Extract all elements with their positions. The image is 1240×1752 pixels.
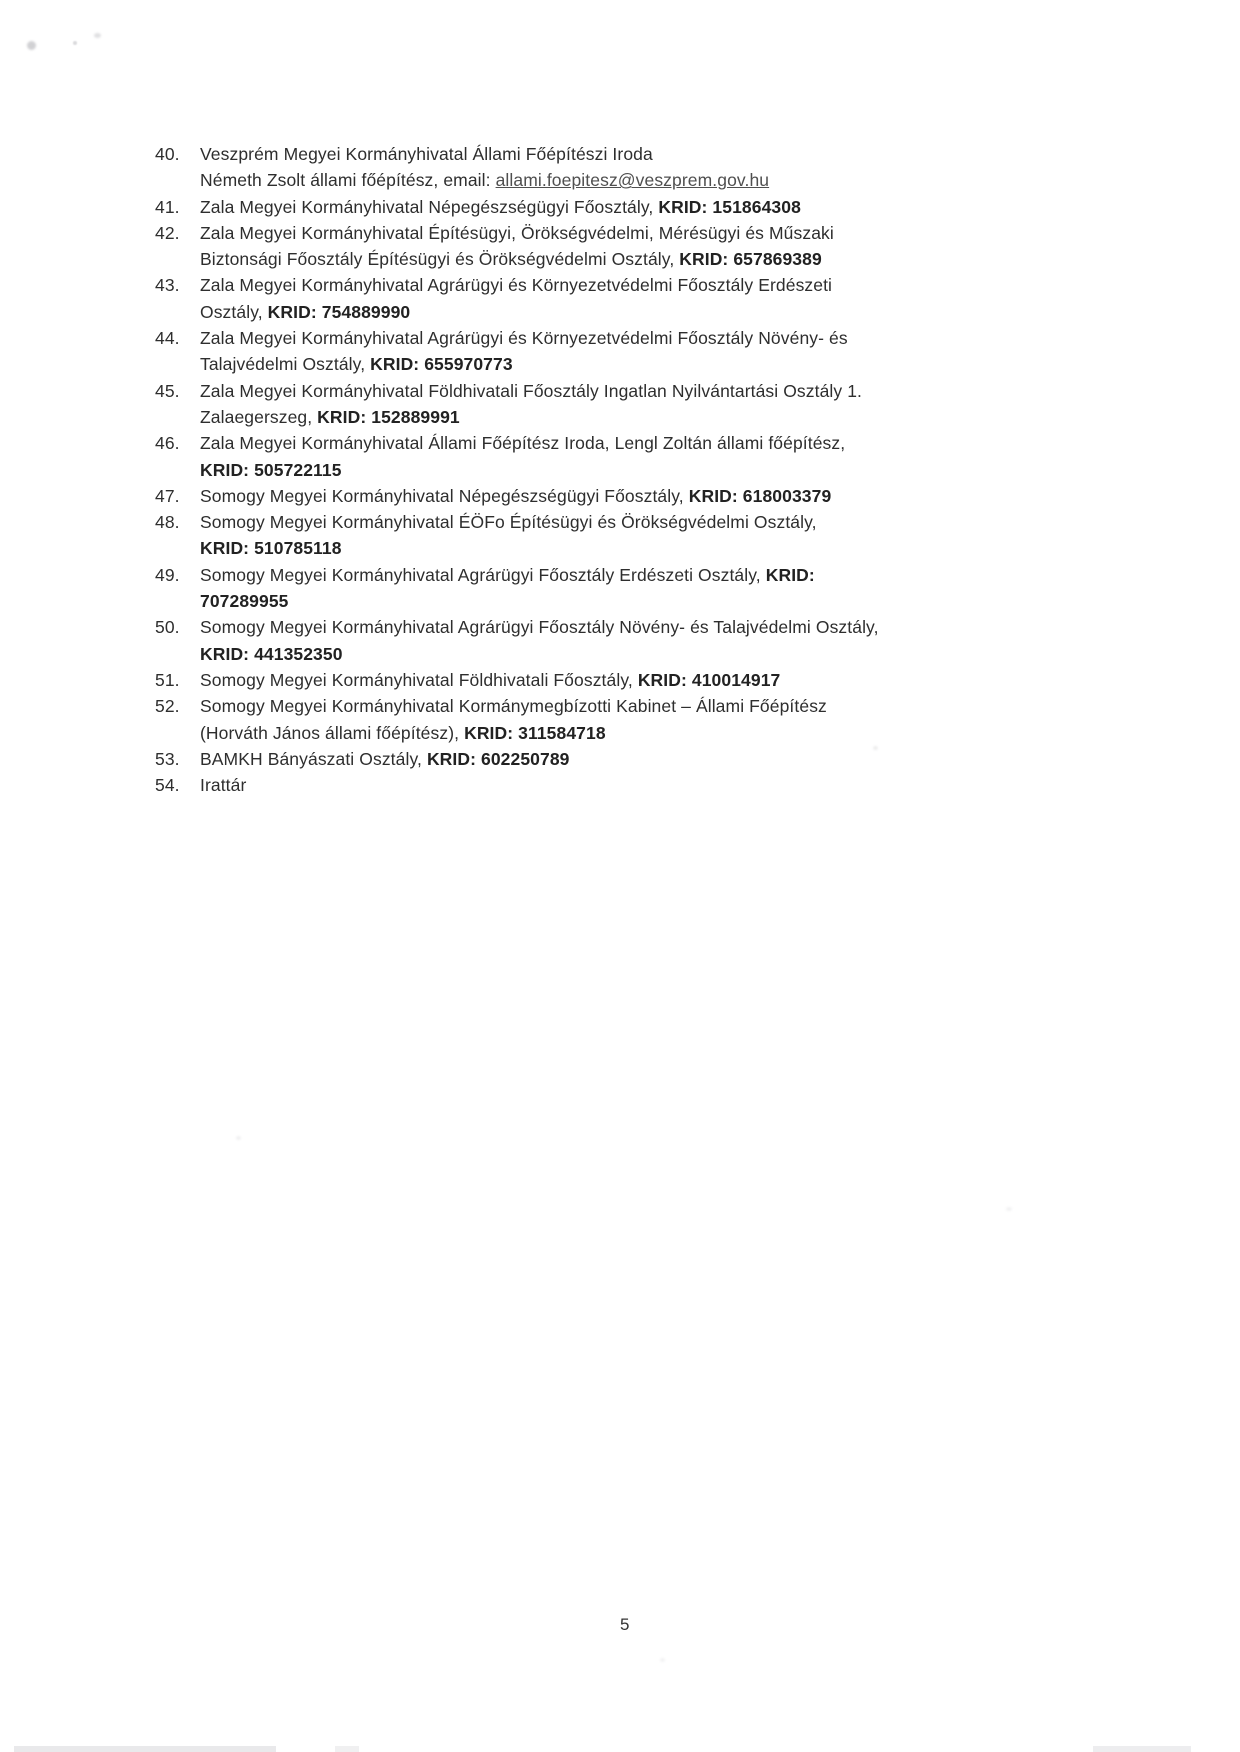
item-number: 47. xyxy=(155,485,180,506)
item-number: 50. xyxy=(155,617,180,638)
item-number: 49. xyxy=(155,564,180,585)
item-text-segment: Zala Megyei Kormányhivatal Állami Főépítész Iroda, Lengl Zoltán állami főépítész, xyxy=(200,433,846,454)
item-text xyxy=(200,509,955,562)
krid-value: KRID: 152889991 xyxy=(317,406,460,427)
item-text-segment: Irattár xyxy=(200,775,247,796)
krid-value: KRID: 441352350 xyxy=(200,643,343,664)
item-text xyxy=(200,614,955,667)
page-number: 5 xyxy=(620,1615,630,1634)
list-item xyxy=(155,509,955,562)
item-text-segment: BAMKH Bányászati Osztály, xyxy=(200,748,427,769)
krid-value: KRID: 657869389 xyxy=(679,249,822,270)
item-text xyxy=(200,220,955,273)
krid-value: KRID: 311584718 xyxy=(464,722,606,743)
item-number: 52. xyxy=(155,696,180,717)
item-number: 48. xyxy=(155,512,180,533)
list-item xyxy=(155,378,955,431)
item-number: 46. xyxy=(155,433,180,454)
item-number: 40. xyxy=(155,144,180,164)
item-text-segment: Zala Megyei Kormányhivatal Népegészségügyi Főosztály, xyxy=(200,196,659,217)
item-text xyxy=(200,772,955,798)
item-text xyxy=(200,141,955,194)
krid-value: KRID: 151864308 xyxy=(658,196,801,217)
email-link[interactable]: allami.foepitesz@veszprem.gov.hu xyxy=(495,170,770,191)
item-text-segment: Osztály, xyxy=(200,301,268,322)
scan-speck xyxy=(236,1136,241,1140)
item-text-segment: Somogy Megyei Kormányhivatal Agrárügyi Főosztály Növény- és Talajvédelmi Osztály, xyxy=(200,617,879,638)
item-text-segment: Zala Megyei Kormányhivatal Agrárügyi és Környezetvédelmi Főosztály Növény- és xyxy=(200,328,848,349)
scan-speck xyxy=(94,33,101,38)
item-text xyxy=(200,378,955,431)
item-text xyxy=(200,272,955,325)
item-number: 53. xyxy=(155,748,180,769)
item-text xyxy=(200,746,955,772)
list-item xyxy=(155,746,955,772)
item-text-segment: Somogy Megyei Kormányhivatal ÉÖFo Építésügyi és Örökségvédelmi Osztály, xyxy=(200,512,817,533)
item-text-segment: Talajvédelmi Osztály, xyxy=(200,354,371,375)
krid-value: KRID: 602250789 xyxy=(426,748,570,769)
item-number: 41. xyxy=(155,196,180,217)
item-text-segment: Veszprém Megyei Kormányhivatal Állami Főépítészi Iroda xyxy=(200,144,653,164)
item-text xyxy=(200,483,955,509)
list-item xyxy=(155,272,955,325)
item-number: 44. xyxy=(155,328,180,349)
scan-speck xyxy=(1006,1207,1012,1211)
item-text-segment: Zalaegerszeg, xyxy=(200,406,318,427)
item-text xyxy=(200,562,955,615)
list-item xyxy=(155,614,955,667)
krid-value: KRID: 618003379 xyxy=(688,485,832,506)
scan-speck xyxy=(73,41,77,45)
item-text-segment: Németh Zsolt állami főépítész, email: xyxy=(200,170,496,191)
item-text-segment: Somogy Megyei Kormányhivatal Földhivatali Főosztály, xyxy=(200,669,638,690)
krid-value: 707289955 xyxy=(200,591,289,612)
krid-value: KRID: 505722115 xyxy=(200,459,342,480)
item-text-segment: Somogy Megyei Kormányhivatal Népegészségügyi Főosztály, xyxy=(200,485,689,506)
item-text xyxy=(200,430,955,483)
item-text-segment: Somogy Megyei Kormányhivatal Kormánymegbízotti Kabinet – Állami Főépítész xyxy=(200,696,827,717)
item-text-segment: Biztonsági Főosztály Építésügyi és Örökségvédelmi Osztály, xyxy=(200,249,680,270)
krid-value: KRID: xyxy=(765,564,815,585)
krid-value: KRID: 754889990 xyxy=(267,301,411,322)
list-item xyxy=(155,693,955,746)
list-item xyxy=(155,325,955,378)
item-text-segment: Zala Megyei Kormányhivatal Agrárügyi és Környezetvédelmi Főosztály Erdészeti xyxy=(200,275,833,296)
item-text-segment: Zala Megyei Kormányhivatal Földhivatali Főosztály Ingatlan Nyilvántartási Osztály 1. xyxy=(200,380,863,401)
item-text xyxy=(200,693,955,746)
list-item xyxy=(155,194,955,220)
scan-edge-artifact xyxy=(335,1746,359,1752)
item-number: 54. xyxy=(155,775,180,796)
item-text-segment: Somogy Megyei Kormányhivatal Agrárügyi Főosztály Erdészeti Osztály, xyxy=(200,564,766,585)
item-number: 43. xyxy=(155,275,180,296)
list-item xyxy=(155,141,955,194)
krid-value: KRID: 655970773 xyxy=(370,354,513,375)
distribution-list xyxy=(155,141,955,798)
item-text-segment: (Horváth János állami főépítész), xyxy=(200,722,465,743)
scan-speck xyxy=(27,41,36,50)
list-item xyxy=(155,772,955,798)
scan-speck xyxy=(660,1658,665,1662)
item-text-segment: Zala Megyei Kormányhivatal Építésügyi, Örökségvédelmi, Mérésügyi és Műszaki xyxy=(200,222,834,243)
scan-edge-artifact xyxy=(14,1746,276,1752)
item-number: 45. xyxy=(155,380,180,401)
list-item xyxy=(155,667,955,693)
item-number: 42. xyxy=(155,222,180,243)
item-number: 51. xyxy=(155,669,180,690)
scan-edge-artifact xyxy=(1093,1746,1191,1752)
list-item xyxy=(155,220,955,273)
item-text xyxy=(200,667,955,693)
krid-value: KRID: 410014917 xyxy=(637,669,781,690)
item-text xyxy=(200,194,955,220)
item-text xyxy=(200,325,955,378)
list-item xyxy=(155,430,955,483)
list-item xyxy=(155,562,955,615)
list-item xyxy=(155,483,955,509)
krid-value: KRID: 510785118 xyxy=(200,538,342,559)
